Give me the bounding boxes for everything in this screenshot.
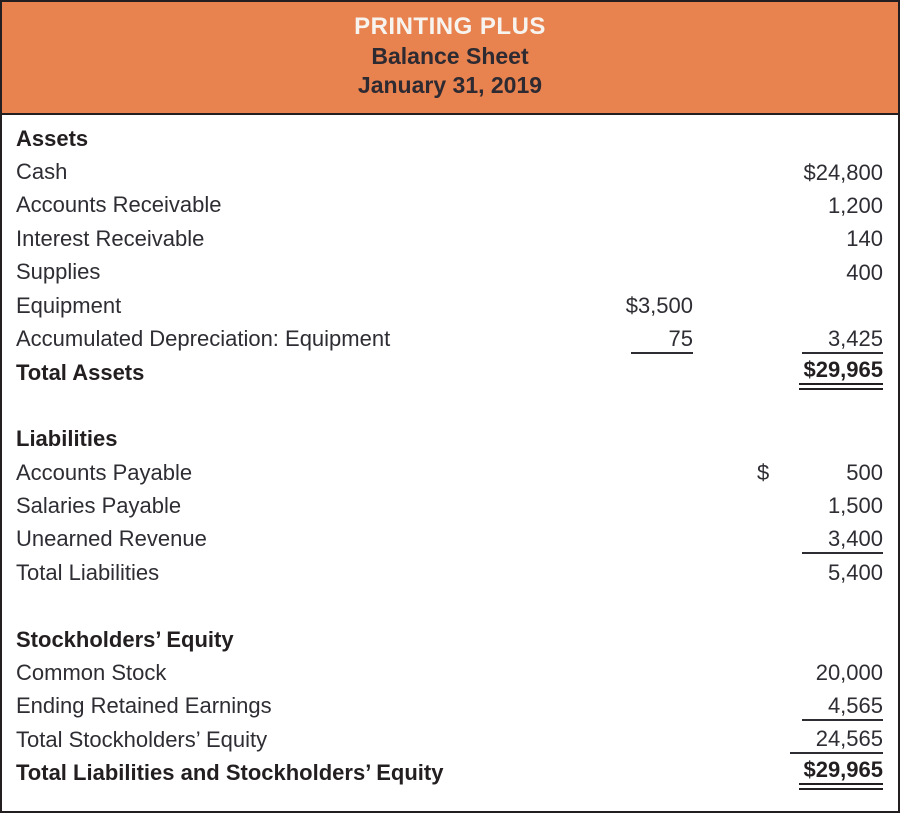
row-total-liabilities-and-stockholders-equity [16, 756, 883, 789]
amount-mid-column [583, 292, 693, 319]
row-equipment [16, 289, 883, 322]
amount-right-value: 1,500 [827, 493, 883, 519]
row-label: Stockholders’ Equity [16, 626, 234, 652]
amount-right-column [693, 659, 883, 686]
amount-right-column [693, 525, 883, 554]
statement-header [2, 2, 898, 115]
amount-right-value: 20,000 [815, 660, 883, 686]
row-interest-receivable [16, 222, 883, 255]
row-assets [16, 122, 883, 155]
row-label: Ending Retained Earnings [16, 693, 272, 719]
row-label: Accounts Receivable [16, 192, 222, 218]
amount-right-value: 500 [846, 460, 883, 486]
amount-right-column [693, 192, 883, 219]
amount-right-value: 24,565 [790, 725, 883, 754]
amount-right-column [693, 492, 883, 519]
amount-right-column [693, 159, 883, 186]
spacer-row [16, 389, 883, 422]
amount-right-column [693, 325, 883, 354]
amount-right-value: $24,800 [803, 159, 883, 185]
row-accounts-receivable [16, 189, 883, 222]
amount-right-column [693, 259, 883, 286]
amount-mid-value: 75 [631, 325, 693, 354]
amount-right-column [693, 725, 883, 754]
row-label: Accounts Payable [16, 459, 193, 485]
row-label: Total Stockholders’ Equity [16, 726, 268, 752]
statement-title: Balance Sheet [371, 43, 529, 69]
amount-right-value: 140 [846, 226, 883, 252]
dollar-sign: $ [757, 460, 770, 486]
company-name: PRINTING PLUS [354, 13, 546, 40]
amount-right-column [693, 692, 883, 721]
row-label: Unearned Revenue [16, 526, 207, 552]
amount-right-column [693, 559, 883, 586]
row-cash [16, 155, 883, 188]
row-supplies [16, 256, 883, 289]
row-label: Total Assets [16, 359, 145, 385]
row-total-liabilities [16, 556, 883, 589]
row-label: Total Liabilities and Stockholders’ Equity [16, 760, 444, 786]
row-label: Interest Receivable [16, 225, 205, 251]
row-ending-retained-earnings [16, 690, 883, 723]
row-label: Total Liabilities [16, 559, 160, 585]
amount-right-column [693, 459, 883, 486]
row-label: Salaries Payable [16, 492, 182, 518]
row-unearned-revenue [16, 523, 883, 556]
row-liabilities [16, 423, 883, 456]
row-accumulated-depreciation-equipment [16, 322, 883, 355]
amount-right-column [693, 756, 883, 790]
row-label: Assets [16, 125, 89, 151]
row-salaries-payable [16, 489, 883, 522]
amount-right-value: 5,400 [827, 560, 883, 586]
spacer-row [16, 589, 883, 622]
amount-right-column [693, 225, 883, 252]
row-common-stock [16, 656, 883, 689]
row-total-stockholders-equity [16, 723, 883, 756]
amount-right-value: 3,400 [802, 525, 883, 554]
statement-date: January 31, 2019 [357, 72, 543, 98]
row-accounts-payable [16, 456, 883, 489]
amount-right-value: $29,965 [799, 356, 883, 390]
amount-right-value: 4,565 [802, 692, 883, 721]
amount-right-value: $29,965 [799, 756, 883, 790]
row-label: Equipment [16, 292, 122, 318]
amount-mid-value: $3,500 [625, 293, 693, 319]
balance-sheet-rows [2, 115, 898, 790]
row-stockholders-equity [16, 623, 883, 656]
row-label: Supplies [16, 259, 101, 285]
row-label: Cash [16, 159, 68, 185]
amount-right-value: 400 [846, 259, 883, 285]
row-total-assets [16, 356, 883, 389]
row-label: Liabilities [16, 426, 118, 452]
amount-right-value: 1,200 [827, 192, 883, 218]
amount-right-column [693, 356, 883, 390]
row-label: Common Stock [16, 659, 167, 685]
row-label: Accumulated Depreciation: Equipment [16, 326, 391, 352]
amount-mid-column [583, 325, 693, 354]
amount-right-value: 3,425 [802, 325, 883, 354]
